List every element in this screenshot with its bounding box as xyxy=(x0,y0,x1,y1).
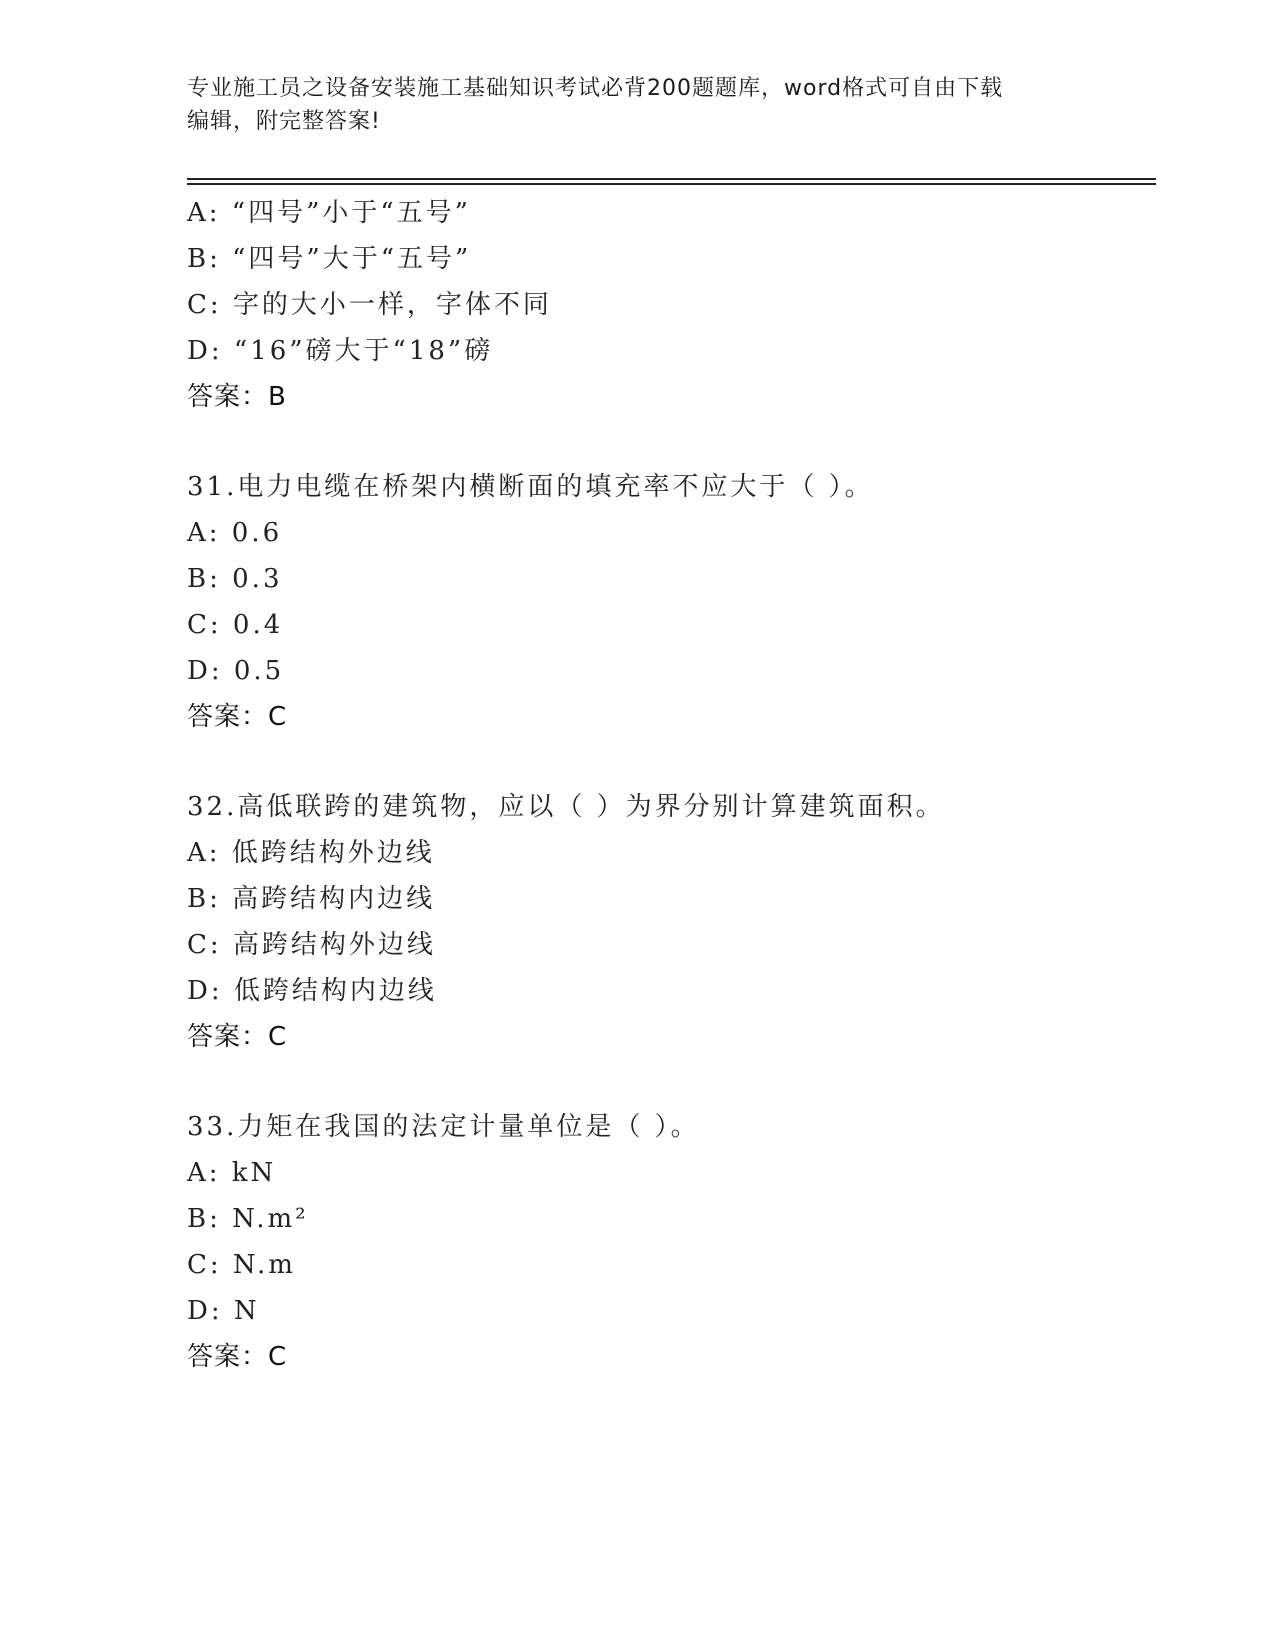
answer-line: 答案：C xyxy=(187,1022,288,1052)
option-a: A: kN xyxy=(187,1158,277,1188)
question-30-continued xyxy=(187,190,1147,420)
question-33 xyxy=(187,1104,1147,1380)
question-31 xyxy=(187,464,1147,740)
header-divider-bottom xyxy=(187,183,1156,185)
option-a: A: “四号”小于“五号” xyxy=(187,198,471,228)
option-b: B: 高跨结构内边线 xyxy=(187,884,436,914)
question-text: 33.力矩在我国的法定计量单位是（ ）。 xyxy=(187,1112,700,1142)
question-list xyxy=(187,190,1147,1380)
option-b: B: N.m² xyxy=(187,1204,309,1234)
option-b: B: 0.3 xyxy=(187,564,283,594)
option-a: A: 低跨结构外边线 xyxy=(187,838,435,868)
document-header xyxy=(187,72,1067,138)
question-32 xyxy=(187,784,1147,1060)
option-d: D: 低跨结构内边线 xyxy=(187,976,437,1006)
option-c: C: 字的大小一样，字体不同 xyxy=(187,290,552,320)
option-c: C: 0.4 xyxy=(187,610,284,640)
option-b: B: “四号”大于“五号” xyxy=(187,244,472,274)
question-text: 32.高低联跨的建筑物，应以（ ）为界分别计算建筑面积。 xyxy=(187,792,945,822)
option-a: A: 0.6 xyxy=(187,518,283,548)
answer-line: 答案：B xyxy=(187,382,287,412)
option-d: D: 0.5 xyxy=(187,656,285,686)
option-d: D: “16”磅大于“18”磅 xyxy=(187,336,494,366)
option-c: C: 高跨结构外边线 xyxy=(187,930,436,960)
header-line-2: 编辑，附完整答案! xyxy=(187,109,381,134)
option-c: C: N.m xyxy=(187,1250,296,1280)
header-divider-top xyxy=(187,178,1156,180)
question-text: 31.电力电缆在桥架内横断面的填充率不应大于（ ）。 xyxy=(187,472,874,502)
header-line-1: 专业施工员之设备安装施工基础知识考试必背200题题库，word格式可自由下载 xyxy=(187,76,1004,101)
answer-line: 答案：C xyxy=(187,702,288,732)
option-d: D: N xyxy=(187,1296,260,1326)
answer-line: 答案：C xyxy=(187,1342,288,1372)
